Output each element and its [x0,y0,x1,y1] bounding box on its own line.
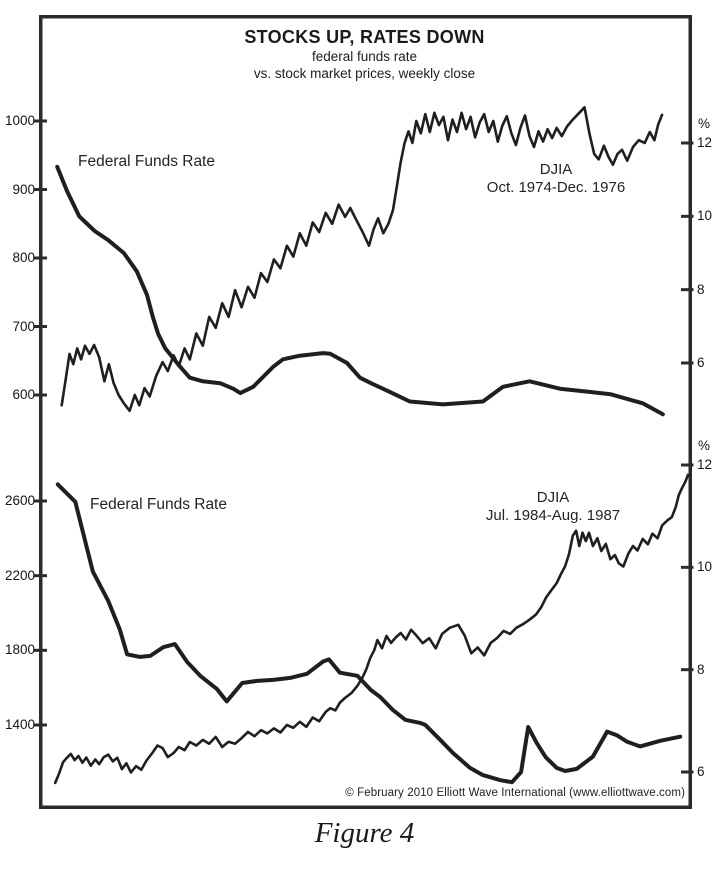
copyright-notice: © February 2010 Elliott Wave International (www.elliottwave.com) [345,787,685,799]
top-right-tick-label: 6 [697,355,705,370]
bottom-djia-name: DJIA [536,489,570,506]
bottom-fed-funds-line [58,484,680,782]
chart-title-block [39,27,690,82]
top-right-tick-label: 10 [697,208,713,224]
top-djia-name: DJIA [539,161,573,178]
top-fed-funds-line [57,167,663,414]
top-right-tick-label: 8 [697,281,705,297]
top-left-tick-label: 1000 [4,113,35,128]
bottom-left-tick-label: 1800 [4,642,35,658]
top-left-tick-label: 800 [12,250,35,265]
top-right-tick-label: 12 [697,135,713,150]
bottom-right-tick-label: 6 [697,764,705,779]
bottom-right-tick-label: 12 [697,457,713,472]
bottom-djia-period: Jul. 1984-Aug. 1987 [485,507,621,524]
top-djia-label [446,161,666,197]
bottom-left-tick-label: 2200 [4,567,35,583]
bottom-djia-label [443,489,663,525]
top-djia-period: Oct. 1974-Dec. 1976 [486,179,626,196]
top-left-tick-label: 900 [12,181,35,197]
chart-subtitle-2: vs. stock market prices, weekly close [253,66,476,81]
top-left-tick-label: 600 [12,387,35,402]
top-left-tick-label: 700 [12,318,35,334]
top-fed-funds-label: Federal Funds Rate [78,153,215,170]
bottom-fed-funds-label: Federal Funds Rate [90,496,227,513]
bottom-left-tick-label: 2600 [4,493,35,508]
chart-title: STOCKS UP, RATES DOWN [244,27,485,47]
figure-caption: Figure 4 [314,817,415,849]
bottom-right-tick-label: 8 [697,661,705,677]
bottom-right-tick-label: 10 [697,559,713,575]
bottom-left-tick-label: 1400 [4,717,35,732]
chart-frame-border [41,17,691,808]
top-right-axis-unit-label: % [698,116,711,131]
chart-subtitle-1: federal funds rate [311,49,418,64]
bottom-right-axis-unit-label: % [698,438,711,453]
